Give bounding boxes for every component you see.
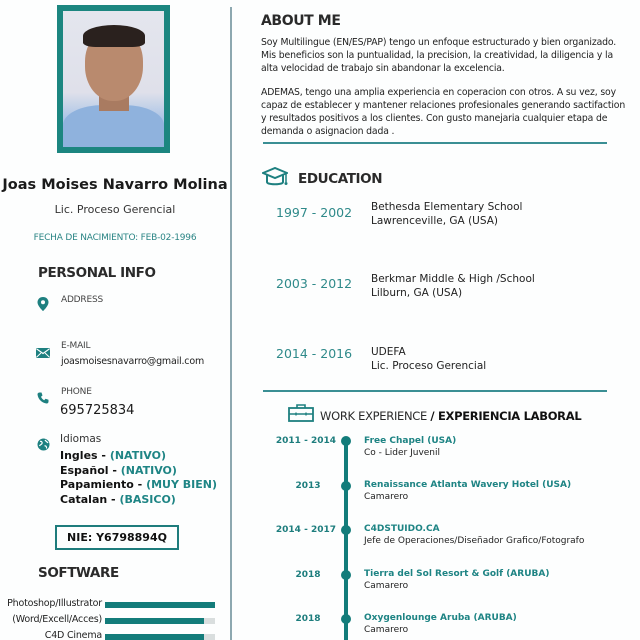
timeline-dot [341,525,351,535]
work-role: Co - Lider Juvenil [364,448,441,458]
email-label: E-MAIL [61,341,91,351]
software-skill-row [0,598,230,612]
date-of-birth: FECHA DE NACIMIENTO: FEB-02-1996 [33,233,197,243]
phone-value[interactable]: 695725834 [60,403,135,418]
education-entry [371,345,486,373]
about-paragraph-1: Soy Multilingue (EN/ES/PAP) tengo un enfoque estructurado y bien organizado. Mis beneficios son la puntualidad, la precision, la creatividad, la diligencia y la alta velocidad de trabajo sin abandonar la excelencia. [261,37,617,74]
envelope-icon [36,347,50,361]
school-name: UDEFA [371,346,406,358]
school-place: Lic. Proceso Gerencial [371,360,487,372]
map-pin-icon [36,297,50,314]
software-skill-label: C4D Cinema [44,630,102,640]
about-me-heading: ABOUT ME [261,13,341,29]
languages-label: Idiomas [60,433,102,445]
work-company: Tierra del Sol Resort & Golf (ARUBA) [364,569,550,579]
education-entry [371,272,535,300]
timeline-dot [341,570,351,580]
language-item: Ingles - (NATIVO) [60,449,166,462]
column-divider [230,7,232,640]
profile-name: Joas Moises Navarro Molina [2,177,228,193]
software-skill-label: (Word/Excell/Acces) [12,614,102,625]
address-label: ADDRESS [61,295,103,305]
work-role: Camarero [364,625,409,635]
software-skill-row [0,614,230,628]
timeline-dot [341,481,351,491]
work-company: C4DSTUIDO.CA [364,524,440,534]
work-company: Oxygenlounge Aruba (ARUBA) [364,613,517,623]
personal-info-heading: PERSONAL INFO [38,265,156,281]
work-role: Camarero [364,492,409,502]
phone-icon [36,392,50,407]
work-years: 2018 [295,570,321,580]
school-name: Bethesda Elementary School [371,201,523,213]
profile-title: Lic. Proceso Gerencial [54,203,176,216]
software-heading: SOFTWARE [38,565,119,581]
skill-bar-track [105,602,215,608]
skill-bar-fill [105,634,204,640]
language-item: Catalan - (BASICO) [60,492,176,506]
globe-icon [36,438,50,454]
education-heading: EDUCATION [298,171,383,187]
graduation-cap-icon [262,167,288,189]
languages-list [60,449,217,507]
education-years: 2003 - 2012 [276,276,353,291]
profile-photo-frame [57,5,170,153]
timeline-dot [341,614,351,624]
software-skill-row [0,630,230,640]
nie-badge: NIE: Y6798894Q [55,525,179,550]
work-role: Jefe de Operaciones/Diseñador Grafico/Fotografo [364,536,585,546]
work-years: 2014 - 2017 [275,525,336,535]
software-skill-label: Photoshop/Illustrator [7,598,102,609]
timeline-dot [341,436,351,446]
skill-bar-fill [105,618,204,624]
skill-bar-fill [105,602,215,608]
work-years: 2013 [295,481,321,491]
language-item: Español - (NATIVO) [60,463,177,477]
timeline-line [344,440,348,640]
education-years: 2014 - 2016 [276,346,353,361]
work-company: Renaissance Atlanta Wavery Hotel (USA) [364,480,572,490]
school-place: Lilburn, GA (USA) [371,287,463,299]
language-item: Papamiento - (MUY BIEN) [60,478,217,491]
work-role: Camarero [364,581,409,591]
section-divider [263,142,607,144]
section-divider [263,390,607,392]
phone-label: PHONE [61,387,92,397]
briefcase-icon [288,404,314,422]
about-paragraph-2: ADEMAS, tengo una amplia experiencia en coperacion con otros. A su vez, soy capaz de establecer y mantener relaciones profesionales generando sactifaction y resultados positivos a los clientes. Con gusto manejaria cualquier etapa de demanda o asignacion dada . [261,87,626,137]
skill-bar-track [105,634,215,640]
profile-photo [63,11,164,147]
education-entry [371,200,522,228]
skill-bar-track [105,618,215,624]
school-place: Lawrenceville, GA (USA) [371,215,498,227]
email-value[interactable]: joasmoisesnavarro@gmail.com [61,356,205,367]
work-years: 2018 [295,614,321,624]
education-years: 1997 - 2002 [276,205,353,220]
work-company: Free Chapel (USA) [364,436,457,446]
work-years: 2011 - 2014 [275,436,336,446]
work-experience-heading: WORK EXPERIENCE / EXPERIENCIA LABORAL [320,409,582,423]
school-name: Berkmar Middle & High /School [371,273,535,285]
